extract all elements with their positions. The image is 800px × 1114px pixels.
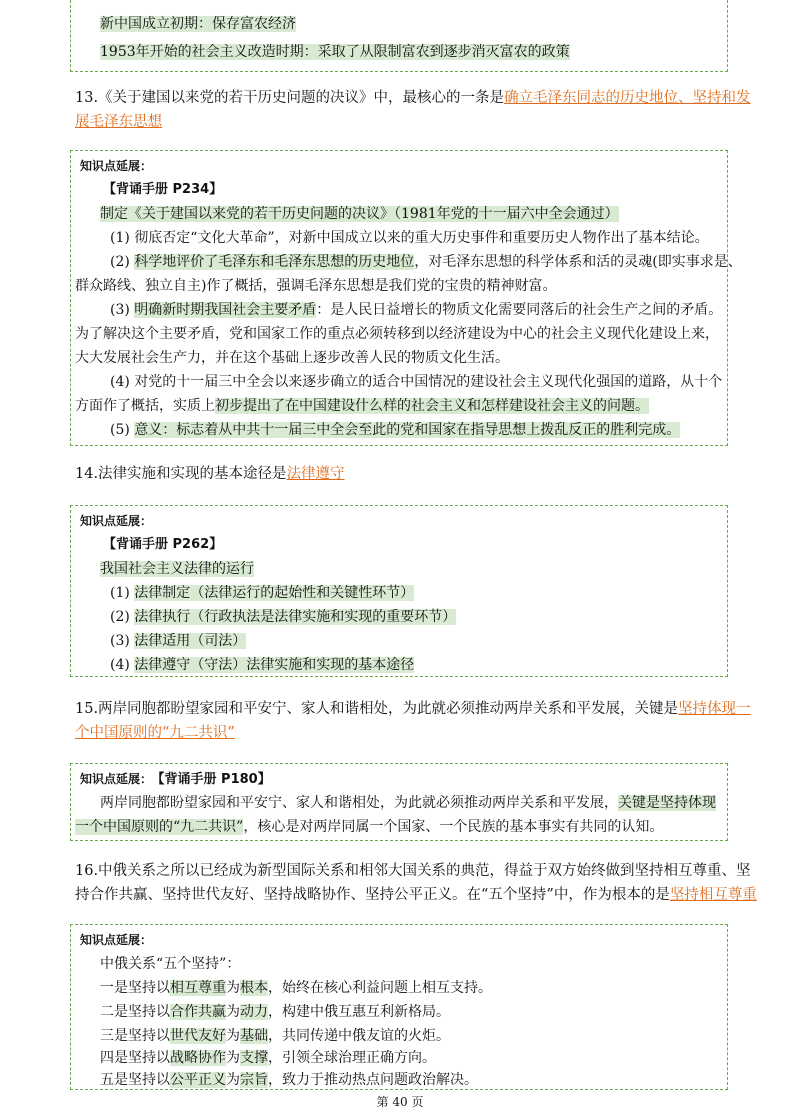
list-item: (3) 法律适用（司法）	[110, 633, 247, 649]
list-item: 一是坚持以相互尊重为根本，始终在核心利益问题上相互支持。	[100, 980, 492, 996]
answer-text: 法律遵守	[286, 466, 345, 482]
box-line: 方面作了概括，实质上初步提出了在中国建设什么样的社会主义和怎样建设社会主义的问题。	[75, 398, 649, 414]
knowledge-heading: 知识点延展：	[80, 159, 153, 173]
question-15-line1: 15.两岸同胞都盼望家园和平安宁、家人和谐相处，为此就必须推动两岸关系和平发展，关键是坚持体现一	[75, 701, 751, 717]
box-line: (1) 彻底否定“文化大革命”，对新中国成立以来的重大历史事件和重要历史人物作出了基本结论。	[110, 230, 709, 246]
list-item: 二是坚持以合作共赢为动力，构建中俄互惠互利新格局。	[100, 1004, 450, 1020]
question-13-line2	[75, 110, 162, 134]
question-16-line2: 持合作共赢、坚持世代友好、坚持战略协作、坚持公平正义。在“五个坚持”中，作为根本的是坚持相互尊重	[75, 887, 757, 903]
box-line: 为了解决这个主要矛盾，党和国家工作的重点必须转移到以经济建设为中心的社会主义现代化建设上来，	[75, 326, 719, 342]
list-item: 三是坚持以世代友好为基础，共同传递中俄友谊的火炬。	[100, 1028, 450, 1044]
box-line: 我国社会主义法律的运行	[100, 561, 254, 577]
list-item: 五是坚持以公平正义为宗旨，致力于推动热点问题政治解决。	[100, 1072, 478, 1088]
answer-text: 坚持相互尊重	[669, 887, 757, 903]
box-line: 1953年开始的社会主义改造时期：采取了从限制富农到逐步消灭富农的政策	[100, 44, 570, 60]
knowledge-heading: 知识点延展：	[80, 933, 153, 947]
answer-text: 坚持体现一	[678, 701, 751, 717]
answer-text: 确立毛泽东同志的历史地位、坚持和发	[504, 90, 751, 106]
box-line: (3) 明确新时期我国社会主要矛盾：是人民日益增长的物质文化需要同落后的社会生产之间的矛盾。	[110, 302, 723, 318]
list-item: (2) 法律执行（行政执法是法律实施和实现的重要环节）	[110, 609, 457, 625]
box-line: (4) 对党的十一届三中全会以来逐步确立的适合中国情况的建设社会主义现代化强国的道路，从十个	[110, 374, 723, 390]
box-line: 新中国成立初期：保存富农经济	[100, 16, 296, 32]
box-line: 中俄关系“五个坚持”：	[100, 956, 241, 972]
question-15-line2	[75, 721, 235, 745]
box-line: (2) 科学地评价了毛泽东和毛泽东思想的历史地位，对毛泽东思想的科学体系和活的灵魂(即实事求是、	[110, 254, 742, 270]
list-item: (1) 法律制定（法律运行的起始性和关键性环节）	[110, 585, 415, 601]
page-number: 第 40 页	[376, 1095, 424, 1109]
box-line: 群众路线、独立自主)作了概括，强调毛泽东思想是我们党的宝贵的精神财富。	[75, 278, 557, 294]
answer-text: 个中国原则的“九二共识”	[75, 725, 235, 741]
manual-ref: 【背诵手册 P262】	[103, 537, 223, 552]
box-line: 制定《关于建国以来党的若干历史问题的决议》（1981年党的十一届六中全会通过）	[100, 206, 619, 222]
question-16-line1: 16.中俄关系之所以已经成为新型国际关系和相邻大国关系的典范，得益于双方始终做到坚持相互尊重、坚	[75, 863, 751, 879]
manual-ref: 【背诵手册 P234】	[103, 182, 223, 197]
list-item: (4) 法律遵守（守法）法律实施和实现的基本途径	[110, 657, 415, 673]
box-line: (5) 意义：标志着从中共十一届三中全会至此的党和国家在指导思想上拨乱反正的胜利完成。	[110, 422, 681, 438]
list-item: 四是坚持以战略协作为支撑，引领全球治理正确方向。	[100, 1050, 436, 1066]
manual-ref: 【背诵手册 P180】	[158, 772, 271, 787]
box-line: 两岸同胞都盼望家园和平安宁、家人和谐相处，为此就必须推动两岸关系和平发展，关键是坚持体现	[100, 795, 716, 811]
box-line: 大大发展社会生产力，并在这个基础上逐步改善人民的物质文化生活。	[75, 350, 509, 366]
question-14: 14.法律实施和实现的基本途径是法律遵守	[75, 466, 345, 482]
knowledge-heading: 知识点延展：	[80, 514, 153, 528]
question-13-line1: 13.《关于建国以来党的若干历史问题的决议》中，最核心的一条是确立毛泽东同志的历史地位、坚持和发	[75, 90, 751, 106]
box-line: 一个中国原则的“九二共识”，核心是对两岸同属一个国家、一个民族的基本事实有共同的认知。	[75, 819, 664, 835]
knowledge-heading-row	[80, 769, 271, 790]
answer-text: 展毛泽东思想	[75, 114, 162, 130]
knowledge-heading: 知识点延展：	[80, 772, 153, 786]
